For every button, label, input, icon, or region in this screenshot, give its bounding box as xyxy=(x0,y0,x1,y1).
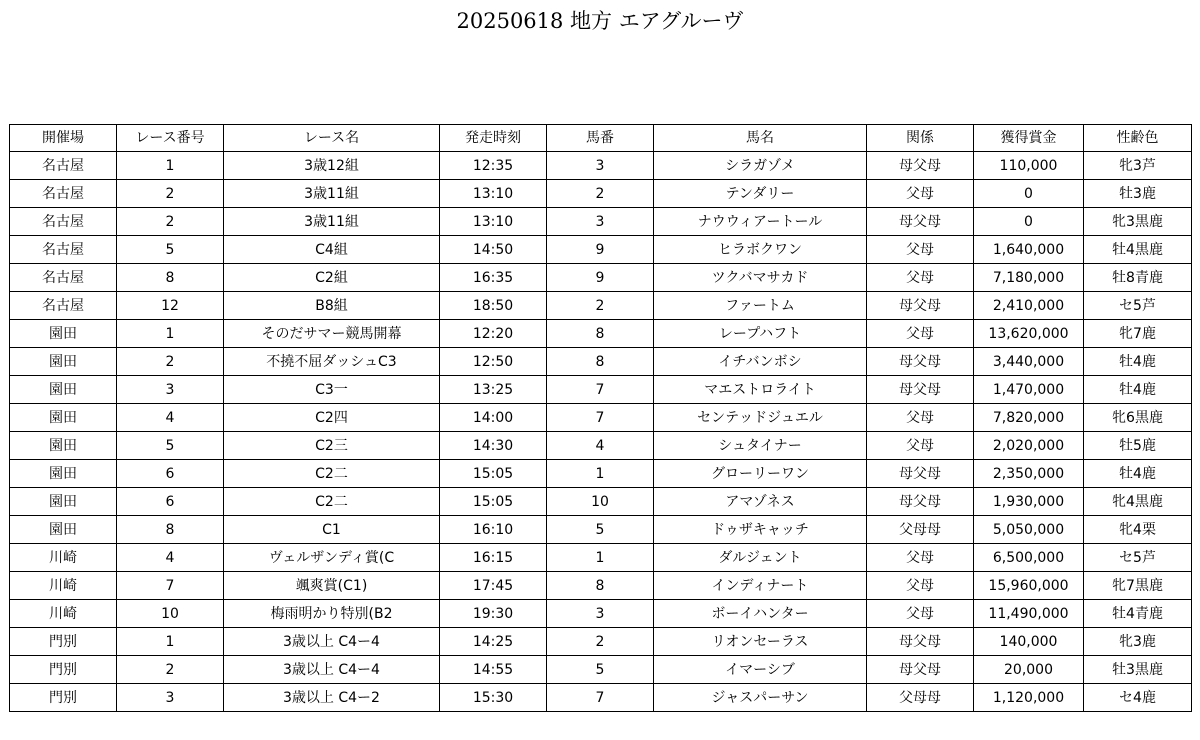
cell-sex-age-color: 牡4鹿 xyxy=(1084,376,1192,404)
cell-earnings: 2,410,000 xyxy=(974,292,1084,320)
cell-post-time: 18:50 xyxy=(440,292,547,320)
cell-earnings: 0 xyxy=(974,180,1084,208)
cell-sex-age-color: 牝3芦 xyxy=(1084,152,1192,180)
page-title: 20250618 地方 エアグルーヴ xyxy=(456,9,744,33)
cell-race-name: C2四 xyxy=(224,404,440,432)
cell-horse-name: イマーシブ xyxy=(654,656,867,684)
cell-relation: 父母 xyxy=(867,264,974,292)
cell-relation: 父母 xyxy=(867,404,974,432)
cell-post-time: 12:35 xyxy=(440,152,547,180)
cell-venue: 門別 xyxy=(10,684,117,712)
cell-earnings: 1,470,000 xyxy=(974,376,1084,404)
cell-earnings: 2,020,000 xyxy=(974,432,1084,460)
column-header-horse-number: 馬番 xyxy=(547,125,654,152)
cell-horse-number: 8 xyxy=(547,572,654,600)
cell-post-time: 16:10 xyxy=(440,516,547,544)
table-row xyxy=(10,292,1192,320)
cell-horse-number: 3 xyxy=(547,208,654,236)
cell-horse-number: 8 xyxy=(547,348,654,376)
cell-sex-age-color: セ5芦 xyxy=(1084,292,1192,320)
cell-sex-age-color: 牡5鹿 xyxy=(1084,432,1192,460)
cell-relation: 父母 xyxy=(867,600,974,628)
cell-venue: 川崎 xyxy=(10,572,117,600)
cell-venue: 名古屋 xyxy=(10,292,117,320)
table-row xyxy=(10,572,1192,600)
cell-horse-name: イチバンボシ xyxy=(654,348,867,376)
cell-relation: 母父母 xyxy=(867,376,974,404)
cell-post-time: 14:30 xyxy=(440,432,547,460)
cell-race-name: C1 xyxy=(224,516,440,544)
cell-horse-name: インディナート xyxy=(654,572,867,600)
cell-horse-number: 9 xyxy=(547,264,654,292)
cell-earnings: 3,440,000 xyxy=(974,348,1084,376)
cell-venue: 名古屋 xyxy=(10,180,117,208)
cell-horse-number: 5 xyxy=(547,656,654,684)
cell-horse-number: 8 xyxy=(547,320,654,348)
column-header-horse-name: 馬名 xyxy=(654,125,867,152)
cell-horse-name: ファートム xyxy=(654,292,867,320)
cell-horse-number: 10 xyxy=(547,488,654,516)
cell-relation: 母父母 xyxy=(867,292,974,320)
cell-relation: 母父母 xyxy=(867,208,974,236)
cell-race-name: 颯爽賞(C1) xyxy=(224,572,440,600)
table-row xyxy=(10,628,1192,656)
table-row xyxy=(10,544,1192,572)
cell-relation: 母父母 xyxy=(867,460,974,488)
table-row xyxy=(10,460,1192,488)
cell-earnings: 13,620,000 xyxy=(974,320,1084,348)
cell-relation: 母父母 xyxy=(867,488,974,516)
cell-venue: 名古屋 xyxy=(10,264,117,292)
cell-race-name: 3歳以上 C4ー4 xyxy=(224,628,440,656)
table-row xyxy=(10,516,1192,544)
cell-horse-number: 2 xyxy=(547,180,654,208)
cell-horse-number: 1 xyxy=(547,460,654,488)
cell-venue: 園田 xyxy=(10,516,117,544)
cell-post-time: 16:35 xyxy=(440,264,547,292)
cell-race-number: 8 xyxy=(117,264,224,292)
race-entries-table xyxy=(9,124,1192,712)
table-row xyxy=(10,488,1192,516)
cell-horse-name: グローリーワン xyxy=(654,460,867,488)
cell-horse-number: 9 xyxy=(547,236,654,264)
cell-race-name: 3歳以上 C4ー4 xyxy=(224,656,440,684)
column-header-venue: 開催場 xyxy=(10,125,117,152)
cell-race-number: 6 xyxy=(117,460,224,488)
cell-sex-age-color: 牡4青鹿 xyxy=(1084,600,1192,628)
table-header-row xyxy=(10,125,1192,152)
cell-relation: 母父母 xyxy=(867,152,974,180)
cell-horse-number: 1 xyxy=(547,544,654,572)
table-row xyxy=(10,432,1192,460)
cell-post-time: 12:20 xyxy=(440,320,547,348)
table-row xyxy=(10,684,1192,712)
cell-venue: 門別 xyxy=(10,656,117,684)
cell-horse-name: ヒラボクワン xyxy=(654,236,867,264)
cell-relation: 母父母 xyxy=(867,628,974,656)
table-row xyxy=(10,320,1192,348)
cell-horse-number: 3 xyxy=(547,600,654,628)
cell-earnings: 1,930,000 xyxy=(974,488,1084,516)
cell-race-number: 5 xyxy=(117,432,224,460)
cell-post-time: 15:30 xyxy=(440,684,547,712)
cell-sex-age-color: 牡3黒鹿 xyxy=(1084,656,1192,684)
cell-earnings: 110,000 xyxy=(974,152,1084,180)
cell-race-number: 3 xyxy=(117,684,224,712)
cell-venue: 川崎 xyxy=(10,600,117,628)
cell-race-name: 3歳11組 xyxy=(224,180,440,208)
table-row xyxy=(10,208,1192,236)
cell-race-number: 2 xyxy=(117,180,224,208)
cell-post-time: 14:25 xyxy=(440,628,547,656)
column-header-relation: 関係 xyxy=(867,125,974,152)
cell-race-number: 4 xyxy=(117,404,224,432)
cell-sex-age-color: 牝4黒鹿 xyxy=(1084,488,1192,516)
cell-sex-age-color: 牝6黒鹿 xyxy=(1084,404,1192,432)
cell-horse-name: ナウウィアートール xyxy=(654,208,867,236)
cell-venue: 園田 xyxy=(10,460,117,488)
cell-horse-number: 5 xyxy=(547,516,654,544)
cell-relation: 父母 xyxy=(867,180,974,208)
cell-horse-name: シュタイナー xyxy=(654,432,867,460)
cell-horse-name: アマゾネス xyxy=(654,488,867,516)
cell-sex-age-color: セ4鹿 xyxy=(1084,684,1192,712)
cell-horse-number: 4 xyxy=(547,432,654,460)
cell-horse-name: ダルジェント xyxy=(654,544,867,572)
cell-venue: 園田 xyxy=(10,320,117,348)
cell-venue: 川崎 xyxy=(10,544,117,572)
cell-venue: 園田 xyxy=(10,376,117,404)
cell-venue: 園田 xyxy=(10,404,117,432)
cell-race-number: 7 xyxy=(117,572,224,600)
cell-horse-name: ドゥザキャッチ xyxy=(654,516,867,544)
cell-race-name: ヴェルザンディ賞(C xyxy=(224,544,440,572)
cell-horse-number: 2 xyxy=(547,292,654,320)
cell-race-name: 3歳以上 C4ー2 xyxy=(224,684,440,712)
cell-horse-name: テンダリー xyxy=(654,180,867,208)
cell-race-number: 8 xyxy=(117,516,224,544)
cell-race-name: C2二 xyxy=(224,460,440,488)
cell-earnings: 7,180,000 xyxy=(974,264,1084,292)
cell-earnings: 1,640,000 xyxy=(974,236,1084,264)
cell-post-time: 13:10 xyxy=(440,180,547,208)
cell-horse-name: レープハフト xyxy=(654,320,867,348)
cell-sex-age-color: 牝7鹿 xyxy=(1084,320,1192,348)
table-row xyxy=(10,152,1192,180)
cell-race-number: 2 xyxy=(117,348,224,376)
cell-race-number: 1 xyxy=(117,152,224,180)
cell-race-name: 梅雨明かり特別(B2 xyxy=(224,600,440,628)
cell-horse-name: ツクバマサカド xyxy=(654,264,867,292)
cell-horse-name: マエストロライト xyxy=(654,376,867,404)
cell-race-name: そのだサマー競馬開幕 xyxy=(224,320,440,348)
cell-venue: 名古屋 xyxy=(10,208,117,236)
cell-venue: 門別 xyxy=(10,628,117,656)
table-row xyxy=(10,348,1192,376)
cell-race-name: C3一 xyxy=(224,376,440,404)
cell-relation: 父母母 xyxy=(867,516,974,544)
column-header-race-name: レース名 xyxy=(224,125,440,152)
cell-race-number: 1 xyxy=(117,628,224,656)
cell-post-time: 13:10 xyxy=(440,208,547,236)
column-header-race-number: レース番号 xyxy=(117,125,224,152)
cell-race-number: 10 xyxy=(117,600,224,628)
cell-post-time: 13:25 xyxy=(440,376,547,404)
cell-race-number: 3 xyxy=(117,376,224,404)
column-header-sex-age-color: 性齢色 xyxy=(1084,125,1192,152)
cell-sex-age-color: 牡4鹿 xyxy=(1084,348,1192,376)
cell-sex-age-color: 牝3鹿 xyxy=(1084,628,1192,656)
cell-post-time: 19:30 xyxy=(440,600,547,628)
cell-relation: 母父母 xyxy=(867,348,974,376)
column-header-earnings: 獲得賞金 xyxy=(974,125,1084,152)
cell-sex-age-color: 牡4黒鹿 xyxy=(1084,236,1192,264)
cell-relation: 父母 xyxy=(867,544,974,572)
cell-relation: 父母 xyxy=(867,432,974,460)
cell-horse-number: 7 xyxy=(547,376,654,404)
cell-race-number: 2 xyxy=(117,208,224,236)
cell-sex-age-color: 牡8青鹿 xyxy=(1084,264,1192,292)
cell-earnings: 20,000 xyxy=(974,656,1084,684)
cell-post-time: 17:45 xyxy=(440,572,547,600)
cell-race-name: C4組 xyxy=(224,236,440,264)
cell-race-name: C2三 xyxy=(224,432,440,460)
cell-race-number: 6 xyxy=(117,488,224,516)
cell-horse-number: 7 xyxy=(547,684,654,712)
cell-sex-age-color: セ5芦 xyxy=(1084,544,1192,572)
cell-sex-age-color: 牝3黒鹿 xyxy=(1084,208,1192,236)
cell-post-time: 14:00 xyxy=(440,404,547,432)
cell-earnings: 6,500,000 xyxy=(974,544,1084,572)
cell-venue: 園田 xyxy=(10,348,117,376)
cell-race-name: 3歳11組 xyxy=(224,208,440,236)
cell-venue: 名古屋 xyxy=(10,236,117,264)
cell-horse-number: 3 xyxy=(547,152,654,180)
cell-race-name: B8組 xyxy=(224,292,440,320)
cell-horse-number: 2 xyxy=(547,628,654,656)
cell-earnings: 2,350,000 xyxy=(974,460,1084,488)
table-body xyxy=(10,152,1192,712)
cell-earnings: 15,960,000 xyxy=(974,572,1084,600)
cell-earnings: 11,490,000 xyxy=(974,600,1084,628)
cell-race-name: C2二 xyxy=(224,488,440,516)
cell-horse-number: 7 xyxy=(547,404,654,432)
cell-post-time: 14:55 xyxy=(440,656,547,684)
cell-post-time: 15:05 xyxy=(440,460,547,488)
cell-post-time: 16:15 xyxy=(440,544,547,572)
table-row xyxy=(10,180,1192,208)
table-row xyxy=(10,376,1192,404)
cell-earnings: 7,820,000 xyxy=(974,404,1084,432)
cell-sex-age-color: 牝7黒鹿 xyxy=(1084,572,1192,600)
cell-sex-age-color: 牡3鹿 xyxy=(1084,180,1192,208)
cell-earnings: 5,050,000 xyxy=(974,516,1084,544)
cell-post-time: 15:05 xyxy=(440,488,547,516)
table-row xyxy=(10,656,1192,684)
cell-sex-age-color: 牡4鹿 xyxy=(1084,460,1192,488)
cell-race-number: 12 xyxy=(117,292,224,320)
table-row xyxy=(10,404,1192,432)
cell-race-name: 不撓不屈ダッシュC3 xyxy=(224,348,440,376)
cell-race-name: C2組 xyxy=(224,264,440,292)
column-header-post-time: 発走時刻 xyxy=(440,125,547,152)
cell-relation: 父母 xyxy=(867,572,974,600)
cell-relation: 母父母 xyxy=(867,656,974,684)
cell-relation: 父母 xyxy=(867,236,974,264)
table-row xyxy=(10,236,1192,264)
table-row xyxy=(10,264,1192,292)
cell-venue: 園田 xyxy=(10,488,117,516)
cell-horse-name: センテッドジュエル xyxy=(654,404,867,432)
cell-venue: 園田 xyxy=(10,432,117,460)
cell-post-time: 12:50 xyxy=(440,348,547,376)
cell-relation: 父母母 xyxy=(867,684,974,712)
cell-race-number: 4 xyxy=(117,544,224,572)
cell-horse-name: ボーイハンター xyxy=(654,600,867,628)
cell-horse-name: リオンセーラス xyxy=(654,628,867,656)
cell-earnings: 140,000 xyxy=(974,628,1084,656)
table-row xyxy=(10,600,1192,628)
cell-post-time: 14:50 xyxy=(440,236,547,264)
cell-venue: 名古屋 xyxy=(10,152,117,180)
cell-horse-name: シラガゾメ xyxy=(654,152,867,180)
cell-earnings: 0 xyxy=(974,208,1084,236)
cell-race-number: 2 xyxy=(117,656,224,684)
cell-sex-age-color: 牝4栗 xyxy=(1084,516,1192,544)
cell-race-number: 5 xyxy=(117,236,224,264)
cell-horse-name: ジャスパーサン xyxy=(654,684,867,712)
cell-race-number: 1 xyxy=(117,320,224,348)
cell-earnings: 1,120,000 xyxy=(974,684,1084,712)
cell-relation: 父母 xyxy=(867,320,974,348)
cell-race-name: 3歳12組 xyxy=(224,152,440,180)
